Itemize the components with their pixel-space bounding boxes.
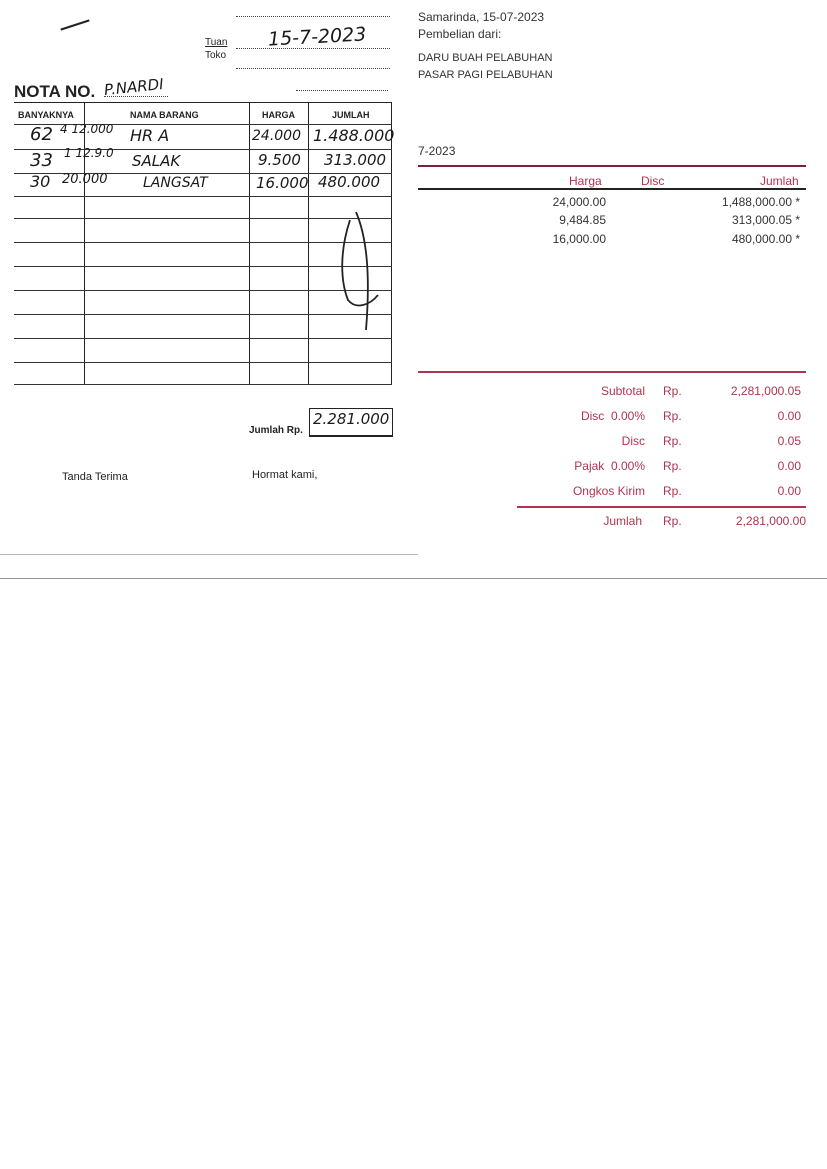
row-name: LANGSAT	[143, 175, 208, 191]
item-jumlah: 313,000.05 *	[731, 213, 800, 227]
row-amount: 1.488.000	[313, 126, 395, 145]
nota-label: NOTA NO.	[14, 82, 96, 101]
dotted-line	[296, 90, 388, 91]
nota-date: 15-7-2023	[267, 23, 367, 51]
header-jumlah: JUMLAH	[332, 110, 370, 120]
place-date: Samarinda, 15-07-2023	[418, 10, 545, 24]
row-qty-note: 20.000	[62, 172, 108, 187]
row-qty-note: 4 12.000	[60, 122, 114, 136]
item-jumlah: 1,488,000.00 *	[721, 195, 800, 209]
nota-total: 2.281.000	[313, 410, 390, 428]
summary-label: Disc 0.00%	[580, 409, 645, 423]
nota-number: P.NARDI	[103, 74, 165, 100]
total-line	[517, 506, 806, 508]
supplier-name: DARU BUAH PELABUHAN	[418, 52, 553, 64]
row-line	[14, 362, 392, 363]
row-qty: 30	[30, 172, 51, 191]
jumlah-label: Jumlah Rp.	[249, 425, 303, 436]
summary-value: 0.00	[777, 459, 801, 473]
summary-rp: Rp.	[663, 459, 682, 473]
header-underline	[418, 188, 806, 190]
tuan-label: Tuan	[205, 37, 228, 48]
summary-value: 0.05	[777, 434, 801, 448]
row-name: HR A	[130, 126, 170, 145]
summary-label: Disc	[621, 434, 645, 448]
header-line	[418, 165, 806, 167]
scan-fold-line	[0, 578, 827, 579]
summary-line	[418, 371, 806, 373]
supplier-address: PASAR PAGI PELABUHAN	[418, 69, 553, 81]
item-jumlah: 480,000.00 *	[731, 232, 800, 246]
row-amount: 313.000	[324, 151, 387, 169]
row-price: 16.000	[256, 174, 309, 192]
dotted-line	[236, 16, 390, 17]
row-qty: 33	[30, 150, 53, 171]
dotted-line	[104, 96, 168, 97]
summary-label: Subtotal	[600, 384, 645, 398]
nota-slip	[0, 0, 418, 556]
total-label: Jumlah	[603, 514, 642, 528]
row-qty: 62	[30, 124, 53, 145]
header-harga: HARGA	[262, 110, 295, 120]
dotted-line	[236, 68, 390, 69]
summary-rp: Rp.	[663, 434, 682, 448]
col-divider	[249, 102, 250, 384]
summary-value: 2,281,000.05	[730, 384, 801, 398]
total-value: 2,281,000.00	[735, 514, 806, 528]
item-harga: 9,484.85	[559, 213, 606, 227]
summary-label: Ongkos Kirim	[572, 484, 645, 498]
row-line	[14, 196, 392, 197]
tanda-terima-label: Tanda Terima	[62, 471, 128, 483]
row-qty-note: 1 12.9.0	[64, 146, 114, 160]
summary-rp: Rp.	[663, 484, 682, 498]
header-banyaknya: BANYAKNYA	[18, 110, 74, 120]
row-line	[14, 384, 392, 385]
toko-label: Toko	[205, 50, 227, 61]
header-nama-barang: NAMA BARANG	[130, 110, 199, 120]
col-disc: Disc	[641, 174, 665, 188]
summary-value: 0.00	[777, 484, 801, 498]
row-amount: 480.000	[318, 173, 381, 191]
row-price: 24.000	[252, 128, 301, 144]
item-harga: 16,000.00	[552, 232, 606, 246]
col-divider	[84, 102, 85, 384]
pen-stroke	[60, 19, 89, 30]
row-price: 9.500	[258, 151, 301, 169]
summary-rp: Rp.	[663, 384, 682, 398]
slip-bottom-edge	[0, 554, 418, 555]
total-rp: Rp.	[663, 514, 682, 528]
date-fragment: 7-2023	[418, 144, 456, 158]
col-harga: Harga	[569, 174, 602, 188]
row-name: SALAK	[132, 152, 181, 170]
hormat-kami-label: Hormat kami,	[252, 469, 318, 481]
col-jumlah: Jumlah	[760, 174, 799, 188]
item-harga: 24,000.00	[552, 195, 606, 209]
col-divider	[308, 102, 309, 384]
summary-label: Pajak 0.00%	[574, 459, 645, 473]
pembelian-label: Pembelian dari:	[418, 27, 502, 41]
handwritten-mark	[330, 210, 390, 350]
summary-value: 0.00	[777, 409, 801, 423]
summary-rp: Rp.	[663, 409, 682, 423]
